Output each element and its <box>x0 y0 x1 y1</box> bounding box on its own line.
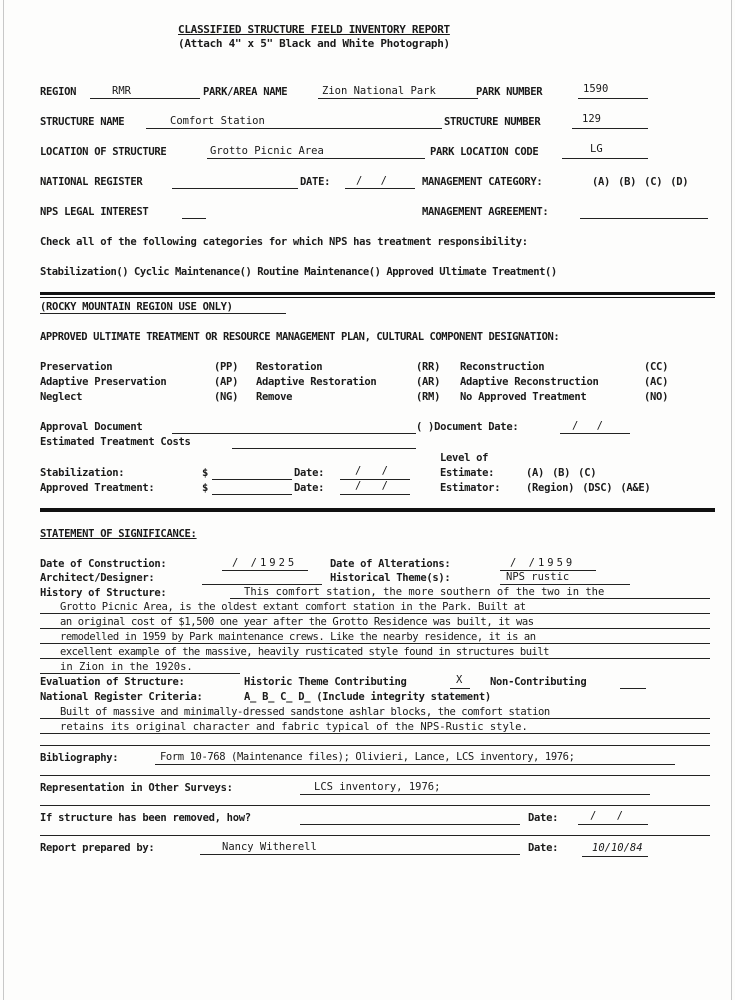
construction-value: / /1925 <box>232 557 298 569</box>
section-rule <box>40 775 710 776</box>
designation-code: (AC) <box>644 376 669 388</box>
history-underline <box>40 628 710 629</box>
evaluation-mark-underline <box>450 688 470 689</box>
stabilization-dollar: $ <box>202 467 209 479</box>
architect-label: Architect/Designer: <box>40 572 155 584</box>
structure-name-label: STRUCTURE NAME <box>40 116 125 128</box>
theme-value: NPS rustic <box>506 571 570 583</box>
integrity-underline <box>40 733 710 734</box>
designation-label: Restoration <box>256 361 323 373</box>
nr-date-value: / / <box>356 175 393 187</box>
nps-legal-interest-label: NPS LEGAL INTEREST <box>40 206 149 218</box>
nr-date-label: DATE: <box>300 176 331 188</box>
park-location-code-value: LG <box>590 143 603 155</box>
significance-heading: STATEMENT OF SIGNIFICANCE: <box>40 528 197 540</box>
document-date-underline <box>560 433 630 434</box>
structure-name-underline <box>146 128 442 129</box>
location-underline <box>207 158 425 159</box>
management-agreement-underline <box>580 218 708 219</box>
section-rule <box>40 745 710 746</box>
section-divider <box>40 508 715 512</box>
section-divider-thin <box>40 297 715 298</box>
designation-label: Adaptive Preservation <box>40 376 167 388</box>
prepared-by-label: Report prepared by: <box>40 842 155 854</box>
estimator-options: (Region) (DSC) (A&E) <box>526 482 651 494</box>
structure-number-label: STRUCTURE NUMBER <box>444 116 541 128</box>
approved-treatment-date-label: Date: <box>294 482 325 494</box>
history-line: an original cost of $1,500 one year after the Grotto Residence was built, it was <box>60 616 534 628</box>
stabilization-date-label: Date: <box>294 467 325 479</box>
park-area-label: PARK/AREA NAME <box>203 86 288 98</box>
approved-treatment-date-value: / / <box>355 480 395 492</box>
stabilization-amount-underline <box>212 479 292 480</box>
scan-right-edge <box>731 0 732 1000</box>
location-label: LOCATION OF STRUCTURE <box>40 146 167 158</box>
prepared-date-value: 10/10/84 <box>592 842 643 854</box>
estimate-options: (A) (B) (C) <box>526 467 597 479</box>
document-date-label: ( )Document Date: <box>416 421 519 433</box>
other-surveys-value: LCS inventory, 1976; <box>314 781 441 793</box>
other-surveys-underline <box>300 794 650 795</box>
integrity-line: retains its original character and fabric typical of the NPS-Rustic style. <box>60 721 528 733</box>
integrity-line: Built of massive and minimally-dressed sandstone ashlar blocks, the comfort station <box>60 706 550 718</box>
history-label: History of Structure: <box>40 587 167 599</box>
structure-number-underline <box>572 128 648 129</box>
approved-treatment-amount-underline <box>212 494 292 495</box>
bibliography-value: Form 10-768 (Maintenance files); Olivieri, Lance, LCS inventory, 1976; <box>160 751 575 763</box>
nr-date-underline <box>345 188 415 189</box>
construction-underline <box>222 570 308 571</box>
section-rule <box>40 835 710 836</box>
form-title: CLASSIFIED STRUCTURE FIELD INVENTORY REPORT <box>178 23 450 36</box>
history-line: This comfort station, the more southern of the two in the <box>244 586 605 598</box>
estimator-label: Estimator: <box>440 482 501 494</box>
park-area-underline <box>318 98 478 99</box>
history-underline <box>230 598 710 599</box>
designation-code: (RR) <box>416 361 441 373</box>
designation-code: (CC) <box>644 361 669 373</box>
integrity-underline <box>40 718 710 719</box>
park-number-label: PARK NUMBER <box>476 86 543 98</box>
designation-code: (NO) <box>644 391 669 403</box>
region-value: RMR <box>112 85 131 97</box>
construction-label: Date of Construction: <box>40 558 167 570</box>
national-register-underline <box>172 188 298 189</box>
structure-name-value: Comfort Station <box>170 115 265 127</box>
evaluation-text: Historic Theme Contributing <box>244 676 407 688</box>
approval-document-underline <box>172 433 416 434</box>
region-label: REGION <box>40 86 77 98</box>
structure-number-value: 129 <box>582 113 601 125</box>
evaluation-mark: X <box>456 674 463 686</box>
park-number-value: 1590 <box>583 83 609 95</box>
section-divider <box>40 292 715 295</box>
history-line: Grotto Picnic Area, is the oldest extant comfort station in the Park. Built at <box>60 601 526 613</box>
designation-label: Adaptive Restoration <box>256 376 377 388</box>
management-category-label: MANAGEMENT CATEGORY: <box>422 176 543 188</box>
history-underline <box>40 643 710 644</box>
bibliography-label: Bibliography: <box>40 752 119 764</box>
alterations-value: / /1959 <box>510 557 576 569</box>
region-underline <box>90 98 200 99</box>
park-location-code-label: PARK LOCATION CODE <box>430 146 539 158</box>
architect-underline <box>202 584 322 585</box>
theme-label: Historical Theme(s): <box>330 572 451 584</box>
removed-date-label: Date: <box>528 812 559 824</box>
non-contributing-label: Non-Contributing <box>490 676 587 688</box>
designation-code: (NG) <box>214 391 239 403</box>
stabilization-date-value: / / <box>355 465 395 477</box>
removed-date-value: / / <box>590 810 630 822</box>
treatment-categories: Stabilization() Cyclic Maintenance() Routine Maintenance() Approved Ultimate Treatment() <box>40 266 557 278</box>
designation-label: Remove <box>256 391 293 403</box>
park-location-code-underline <box>562 158 648 159</box>
document-date-value: / / <box>572 420 609 432</box>
rmr-section-label: (ROCKY MOUNTAIN REGION USE ONLY) <box>40 301 233 313</box>
nr-criteria-text: A_ B_ C_ D_ (Include integrity statement) <box>244 691 491 703</box>
prepared-by-underline <box>200 854 520 855</box>
approved-treatment-heading: APPROVED ULTIMATE TREATMENT OR RESOURCE MANAGEMENT PLAN, CULTURAL COMPONENT DESIGNATION: <box>40 331 560 343</box>
nr-criteria-label: National Register Criteria: <box>40 691 203 703</box>
bibliography-underline <box>155 764 675 765</box>
check-instruction: Check all of the following categories for which NPS has treatment responsibility: <box>40 236 528 248</box>
designation-label: Preservation <box>40 361 113 373</box>
designation-label: No Approved Treatment <box>460 391 587 403</box>
national-register-label: NATIONAL REGISTER <box>40 176 143 188</box>
section-rule <box>40 805 710 806</box>
history-line: remodelled in 1959 by Park maintenance crews. Like the nearby residence, it is an <box>60 631 536 643</box>
level-of-label: Level of <box>440 452 489 464</box>
approval-document-label: Approval Document <box>40 421 143 433</box>
nps-legal-interest-underline <box>182 218 206 219</box>
approved-treatment-label: Approved Treatment: <box>40 482 155 494</box>
theme-underline <box>500 584 630 585</box>
designation-code: (AR) <box>416 376 441 388</box>
prepared-by-value: Nancy Witherell <box>222 841 317 853</box>
management-category-options: (A) (B) (C) (D) <box>592 176 689 188</box>
designation-label: Neglect <box>40 391 83 403</box>
removed-date-underline <box>578 824 648 825</box>
estimated-costs-underline <box>232 448 416 449</box>
non-contributing-underline <box>620 688 646 689</box>
estimate-label: Estimate: <box>440 467 495 479</box>
removed-underline <box>300 824 520 825</box>
designation-code: (AP) <box>214 376 239 388</box>
designation-code: (PP) <box>214 361 239 373</box>
scan-left-edge <box>3 0 4 1000</box>
park-number-underline <box>578 98 648 99</box>
history-line: excellent example of the massive, heavily rusticated style found in structures built <box>60 646 550 658</box>
history-underline <box>40 658 710 659</box>
approved-treatment-dollar: $ <box>202 482 209 494</box>
designation-label: Reconstruction <box>460 361 545 373</box>
location-value: Grotto Picnic Area <box>210 145 324 157</box>
park-area-value: Zion National Park <box>322 85 436 97</box>
stabilization-label: Stabilization: <box>40 467 125 479</box>
evaluation-label: Evaluation of Structure: <box>40 676 185 688</box>
designation-code: (RM) <box>416 391 441 403</box>
designation-label: Adaptive Reconstruction <box>460 376 599 388</box>
prepared-date-underline <box>582 856 648 857</box>
history-line: in Zion in the 1920s. <box>60 661 193 673</box>
removed-label: If structure has been removed, how? <box>40 812 251 824</box>
other-surveys-label: Representation in Other Surveys: <box>40 782 233 794</box>
estimated-costs-label: Estimated Treatment Costs <box>40 436 191 448</box>
management-agreement-label: MANAGEMENT AGREEMENT: <box>422 206 549 218</box>
alterations-label: Date of Alterations: <box>330 558 451 570</box>
prepared-date-label: Date: <box>528 842 559 854</box>
history-underline <box>40 613 710 614</box>
history-underline <box>40 673 240 674</box>
approved-treatment-date-underline <box>340 494 410 495</box>
form-subtitle: (Attach 4" x 5" Black and White Photograph) <box>178 37 450 50</box>
rmr-section-underline <box>40 313 286 314</box>
